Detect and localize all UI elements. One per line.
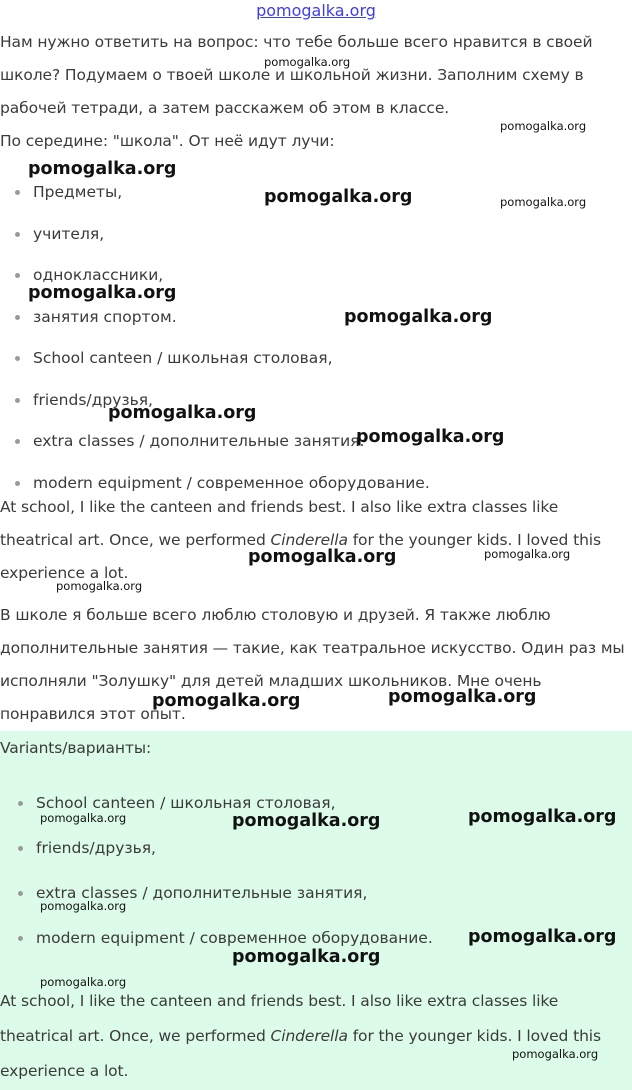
answer-text-after: for the younger kids. I loved this experience a lot. xyxy=(0,1027,601,1080)
answer-english xyxy=(0,491,632,590)
site-header-link[interactable]: pomogalka.org xyxy=(256,1,376,20)
list-item: extra classes / дополнительные занятия. xyxy=(33,430,430,472)
answer-text-before: At school, I like the canteen and friends best. I also like extra classes like theatrical art. Once, we performed xyxy=(0,498,559,549)
list-item: friends/друзья, xyxy=(33,389,430,431)
watermark: pomogalka.org xyxy=(512,1047,599,1061)
watermark: pomogalka.org xyxy=(40,811,127,825)
watermark: pomogalka.org xyxy=(248,547,397,567)
watermark: pomogalka.org xyxy=(264,55,351,69)
watermark: pomogalka.org xyxy=(500,119,587,133)
list-item: friends/друзья, xyxy=(36,837,433,882)
watermark: pomogalka.org xyxy=(40,975,127,989)
rays-list xyxy=(33,181,430,513)
answer-text-after: for the younger kids. I loved this experience a lot. xyxy=(0,531,601,582)
list-item: extra classes / дополнительные занятия, xyxy=(36,882,433,927)
list-item: одноклассники, xyxy=(33,264,430,306)
watermark: pomogalka.org xyxy=(108,403,257,423)
watermark: pomogalka.org xyxy=(56,579,143,593)
center-note: По середине: "школа". От неё идут лучи: xyxy=(0,132,335,150)
watermark: pomogalka.org xyxy=(232,947,381,967)
watermark: pomogalka.org xyxy=(356,427,505,447)
answer-title: Cinderella xyxy=(270,531,348,549)
variants-answer-english xyxy=(0,984,632,1089)
list-item: School canteen / школьная столовая, xyxy=(33,347,430,389)
watermark: pomogalka.org xyxy=(484,547,571,561)
watermark: pomogalka.org xyxy=(28,159,177,179)
watermark: pomogalka.org xyxy=(264,187,413,207)
intro-paragraph: Нам нужно ответить на вопрос: что тебе больше всего нравится в своей школе? Подумаем о твоей школе и школьной жизни. Заполним схему в рабочей тетради, а затем расскажем об этом в классе. xyxy=(0,33,593,117)
watermark: pomogalka.org xyxy=(232,811,381,831)
watermark: pomogalka.org xyxy=(40,899,127,913)
watermark: pomogalka.org xyxy=(152,691,301,711)
watermark: pomogalka.org xyxy=(344,307,493,327)
watermark: pomogalka.org xyxy=(28,283,177,303)
list-item: учителя, xyxy=(33,223,430,265)
variants-heading: Variants/варианты: xyxy=(0,739,152,757)
watermark: pomogalka.org xyxy=(388,687,537,707)
list-item: Предметы, xyxy=(33,181,430,223)
watermark: pomogalka.org xyxy=(468,927,617,947)
list-item: modern equipment / современное оборудование. xyxy=(36,927,433,972)
list-item: School canteen / школьная столовая, xyxy=(36,792,433,837)
watermark: pomogalka.org xyxy=(468,807,617,827)
answer-text-before: At school, I like the canteen and friends best. I also like extra classes like theatrical art. Once, we performed xyxy=(0,992,559,1045)
answer-russian: В школе я больше всего люблю столовую и друзей. Я также люблю дополнительные занятия — такие, как театральное искусство. Один раз мы исполняли "Золушку" для детей младших школьников. Мне очень понравился этот опыт. xyxy=(0,606,625,723)
list-item: занятия спортом. xyxy=(33,306,430,348)
watermark: pomogalka.org xyxy=(500,195,587,209)
list-item: modern equipment / современное оборудование. xyxy=(33,472,430,514)
answer-title: Cinderella xyxy=(270,1027,348,1045)
